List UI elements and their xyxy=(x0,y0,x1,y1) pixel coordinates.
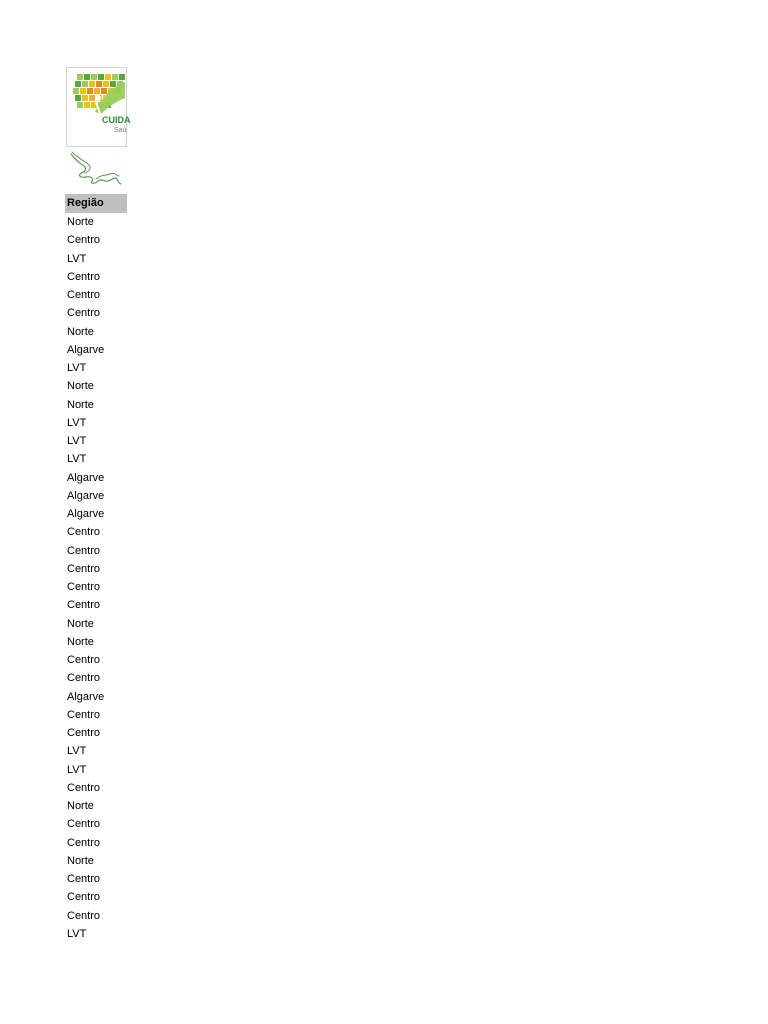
table-row: Centro xyxy=(67,562,101,575)
table-row: Norte xyxy=(67,398,94,411)
table-row: Centro xyxy=(67,727,101,739)
handwritten-signature-icon xyxy=(68,150,124,190)
table-row: LVT xyxy=(67,416,87,429)
table-row: Norte xyxy=(67,216,94,228)
table-row: Centro xyxy=(67,818,101,831)
table-row: Centro xyxy=(67,234,101,247)
regiao-table xyxy=(65,194,127,943)
table-row: Algarve xyxy=(67,508,105,520)
table-row: Algarve xyxy=(67,343,105,356)
table-row: Centro xyxy=(67,270,101,283)
table-row: LVT xyxy=(67,362,87,374)
table-row: Centro xyxy=(67,307,101,320)
table-row: Centro xyxy=(67,891,101,904)
table-row: Norte xyxy=(67,635,94,648)
table-row: Centro xyxy=(67,909,101,922)
table-row: Centro xyxy=(67,781,101,794)
table-row: Norte xyxy=(67,800,94,812)
table-row: Algarve xyxy=(67,471,105,484)
logo-text: CUIDA xyxy=(102,115,131,125)
table-row: Centro xyxy=(67,873,101,885)
column-header-regiao: Região xyxy=(65,194,127,213)
table-row: LVT xyxy=(67,763,87,776)
table-rows xyxy=(65,213,127,943)
table-row: Centro xyxy=(67,581,101,593)
table-row: Centro xyxy=(67,526,101,539)
table-row: Algarve xyxy=(67,690,105,703)
logo-subtext: Saú xyxy=(114,127,127,134)
table-row: Norte xyxy=(67,617,94,630)
table-row: LVT xyxy=(67,927,87,940)
table-row: Norte xyxy=(67,380,94,393)
table-row: Centro xyxy=(67,836,101,849)
table-row: LVT xyxy=(67,745,87,758)
table-row: Algarve xyxy=(67,489,105,502)
table-row: LVT xyxy=(67,252,87,265)
table-row: LVT xyxy=(67,453,87,466)
logo-graphic xyxy=(67,68,131,148)
table-row: Centro xyxy=(67,599,101,612)
table-row: LVT xyxy=(67,435,87,447)
table-row: Centro xyxy=(67,544,101,557)
table-row: Centro xyxy=(67,708,101,721)
table-row: Centro xyxy=(67,289,101,301)
logo xyxy=(66,67,131,147)
table-row: Centro xyxy=(67,672,101,685)
table-row: Centro xyxy=(67,654,101,666)
table-row: Norte xyxy=(67,325,94,338)
table-row: Norte xyxy=(67,854,94,867)
